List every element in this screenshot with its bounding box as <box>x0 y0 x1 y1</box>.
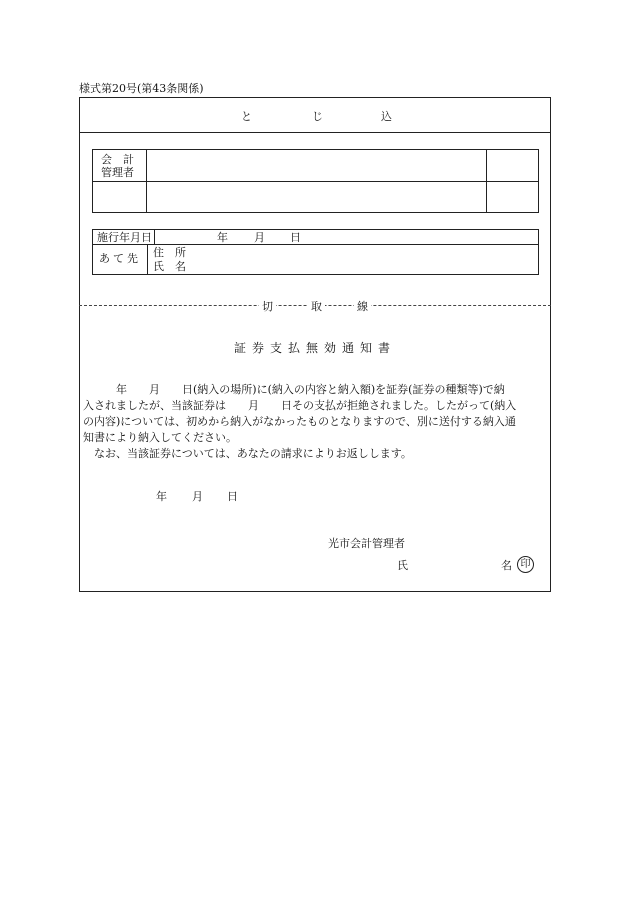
accountant-label-line1: 会 計 <box>101 153 134 166</box>
cut-char-kiri: 切 <box>259 298 276 314</box>
document-title: 証券支払無効通知書 <box>233 341 396 355</box>
issue-day-label: 日 <box>227 490 238 503</box>
form-number-label: 様式第20号(第43条関係) <box>79 82 204 95</box>
binding-title-row <box>79 97 551 133</box>
title-char-ji: じ <box>312 110 323 123</box>
enforcement-year-label: 年 <box>217 231 228 244</box>
signature-name-left: 氏 <box>397 559 408 572</box>
address-label: 住 所 <box>153 246 186 259</box>
signature-org: 光市会計管理者 <box>328 537 405 550</box>
body-line-4: 知書により納入してください。 <box>83 431 237 444</box>
name-label: 氏 名 <box>153 260 186 273</box>
recipient-label: あて先 <box>99 252 141 265</box>
accountant-box-right-divider <box>486 150 487 212</box>
body-line-2: 入されましたが、当該証券は 月 日その支払が拒絶されました。したがって(納入 <box>83 399 517 412</box>
enforcement-month-label: 月 <box>254 231 265 244</box>
issue-month-label: 月 <box>192 490 203 503</box>
body-line-3: の内容)については、初めから納入がなかったものとなりますので、別に送付する納入通 <box>83 415 516 428</box>
issue-year-label: 年 <box>156 490 167 503</box>
info-box-recipient-divider <box>147 244 148 274</box>
body-line-5: なお、当該証券については、あなたの請求によりお返しします。 <box>83 447 412 460</box>
cut-line <box>79 298 551 312</box>
accountant-stamp-box <box>92 149 539 213</box>
seal-mark: 印 <box>517 556 534 573</box>
title-char-komi: 込 <box>381 110 392 123</box>
info-box <box>92 229 539 275</box>
info-box-date-divider <box>154 230 155 244</box>
accountant-box-label-divider <box>146 150 147 212</box>
title-char-to: と <box>241 110 252 123</box>
enforcement-day-label: 日 <box>290 231 301 244</box>
cut-char-sen: 線 <box>354 298 371 314</box>
signature-name-right: 名 <box>501 559 512 572</box>
cut-char-tori: 取 <box>308 298 325 314</box>
accountant-label-line2: 管理者 <box>101 166 134 179</box>
body-line-1: 年 月 日(納入の場所)に(納入の内容と納入額)を証券(証券の種類等)で納 <box>83 383 505 396</box>
info-box-row-divider <box>93 244 538 245</box>
accountant-box-row-divider <box>93 181 538 182</box>
enforcement-date-label: 施行年月日 <box>97 231 152 244</box>
